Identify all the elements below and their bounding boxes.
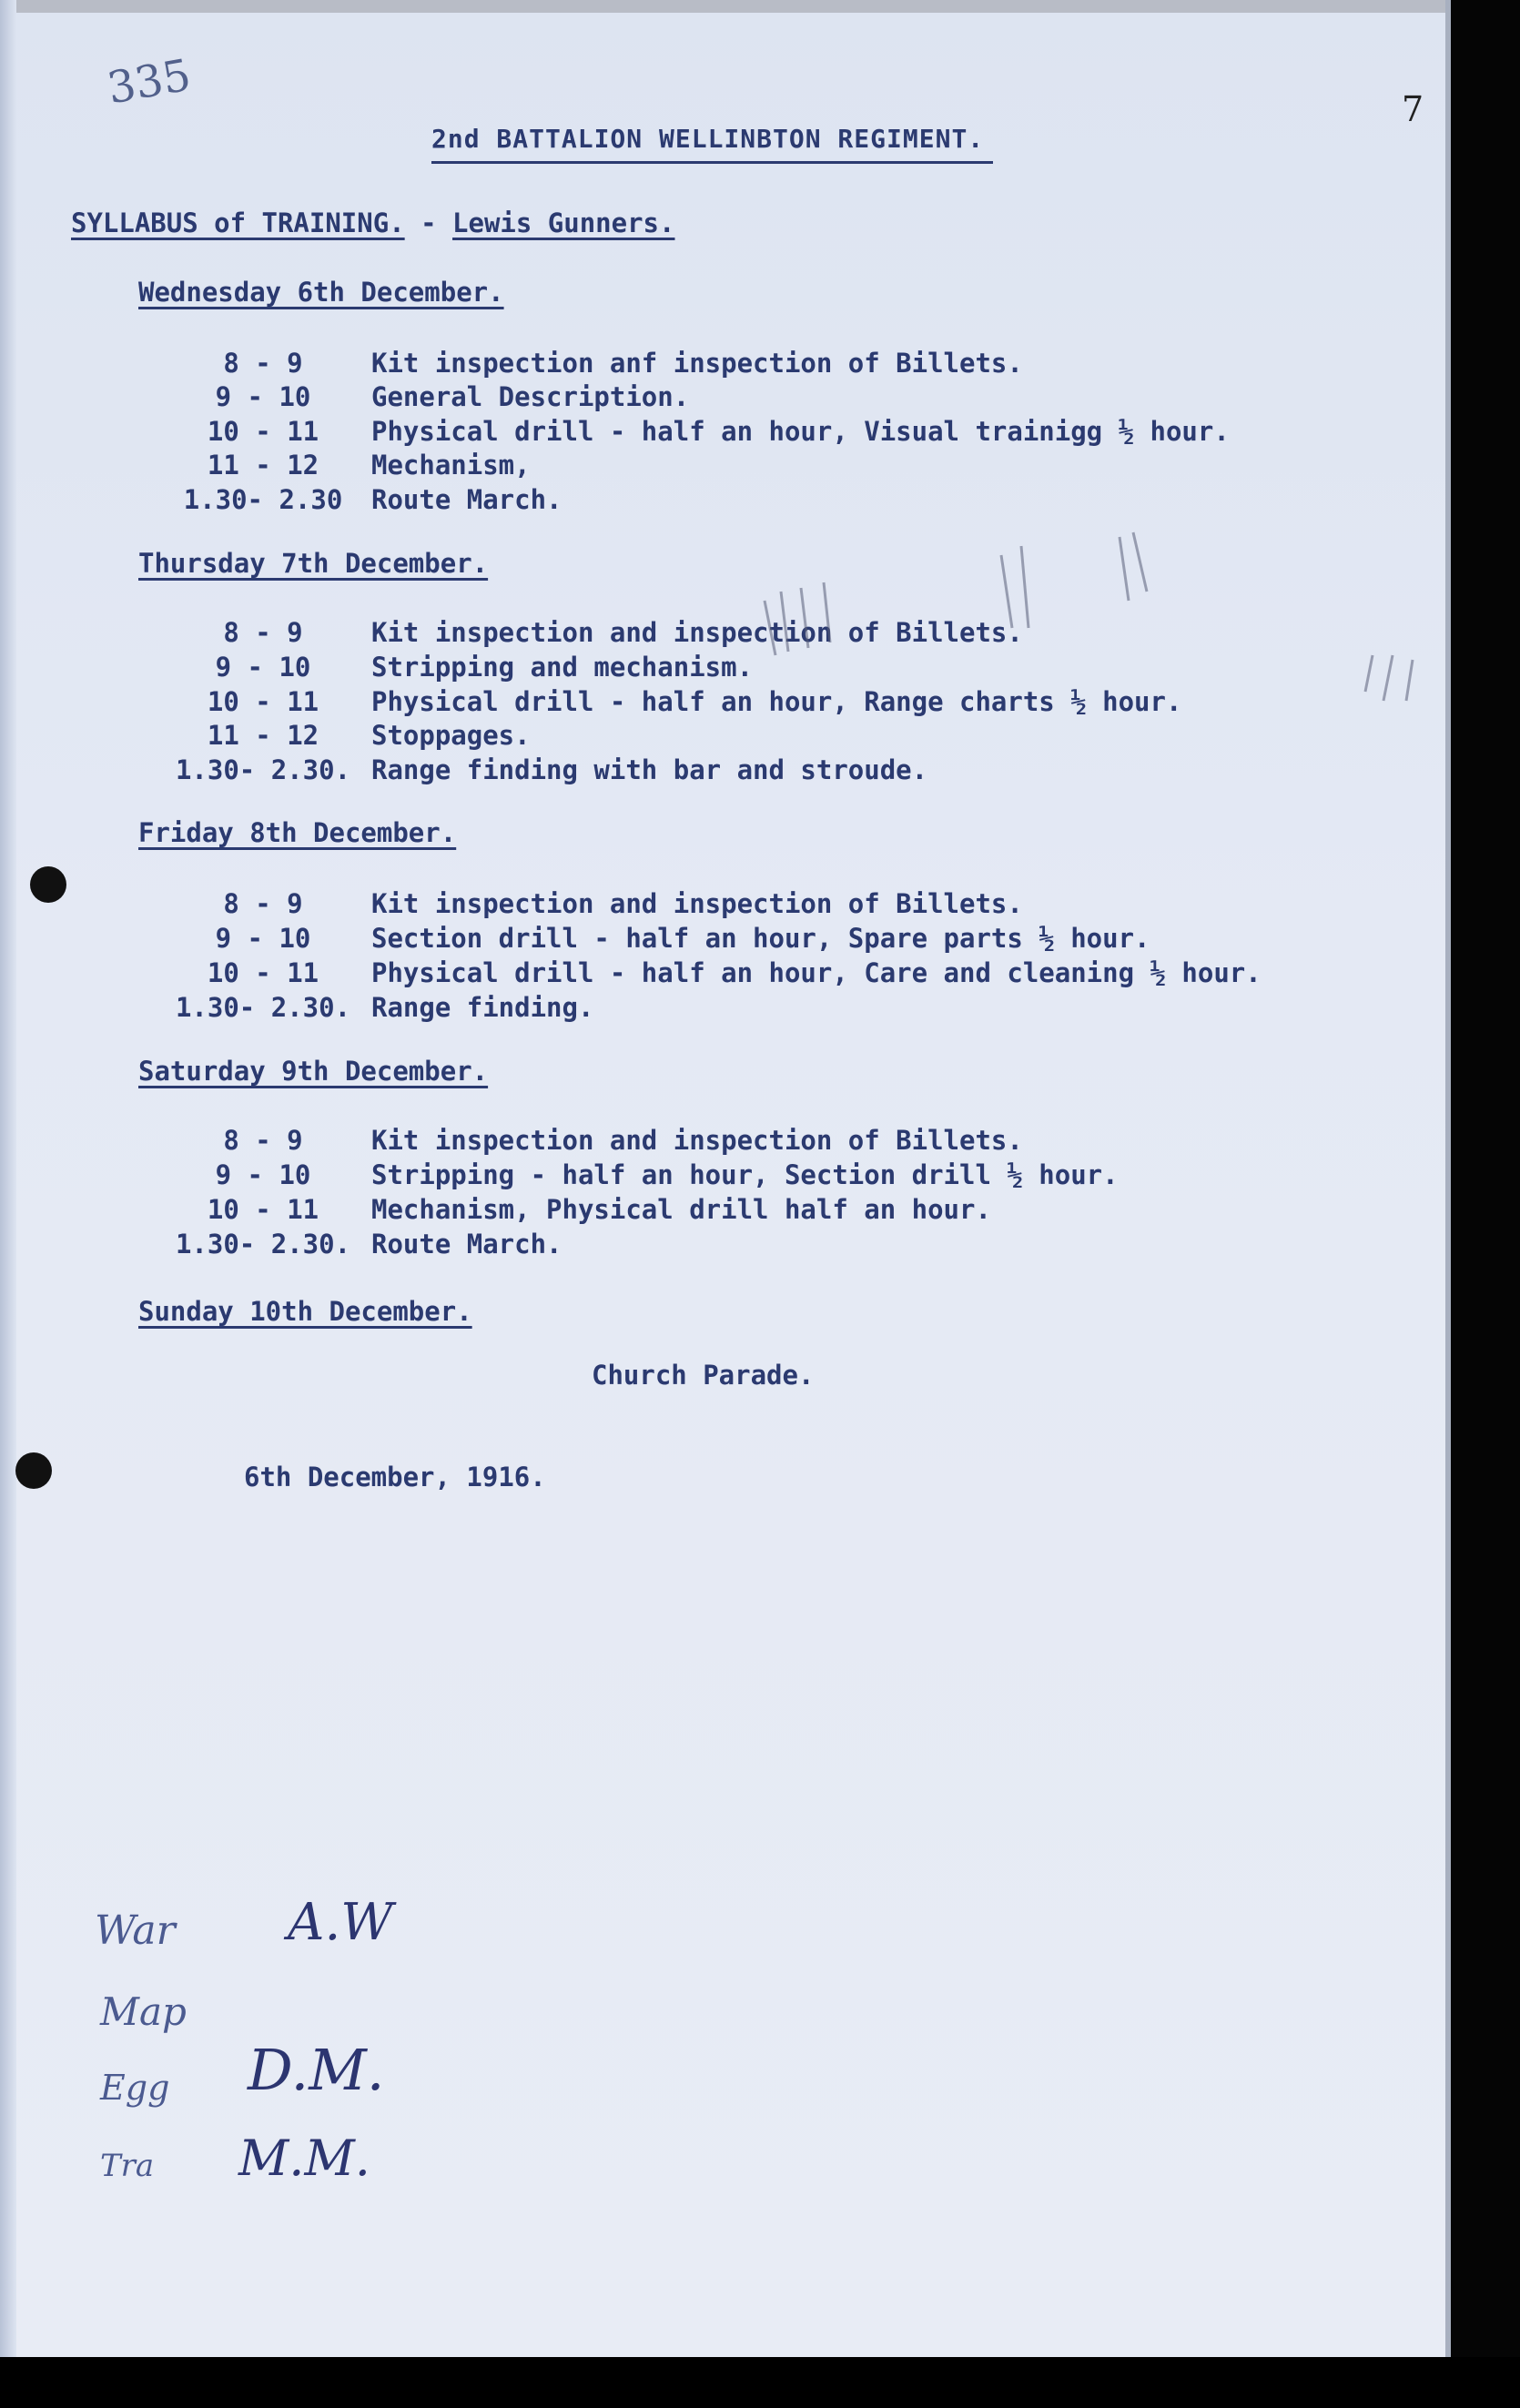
row-time: 1.30- 2.30. bbox=[175, 754, 351, 785]
row-time: 1.30- 2.30. bbox=[175, 1229, 351, 1260]
row-activity: Section drill - half an hour, Spare parts ½ hour. bbox=[371, 923, 1150, 954]
document-date: 6th December, 1916. bbox=[244, 1462, 546, 1492]
row-time: 10 - 11 bbox=[207, 686, 319, 717]
row-time: 10 - 11 bbox=[207, 416, 319, 447]
row-time: 10 - 11 bbox=[207, 1194, 319, 1225]
page-number: 7 bbox=[1402, 89, 1424, 129]
day-heading-friday: Friday 8th December. bbox=[138, 817, 457, 848]
row-activity: Range finding. bbox=[371, 992, 594, 1023]
row-time: 9 - 10 bbox=[215, 1159, 311, 1190]
initials-aw: A.W bbox=[288, 1893, 393, 1952]
row-time: 8 - 9 bbox=[223, 1125, 303, 1156]
row-activity: Physical drill - half an hour, Visual trainigg ½ hour. bbox=[371, 416, 1230, 447]
row-time: 9 - 10 bbox=[215, 652, 311, 683]
syllabus-title: SYLLABUS of TRAINING. bbox=[71, 207, 405, 238]
row-time: 9 - 10 bbox=[215, 381, 311, 412]
row-activity: Stripping - half an hour, Section drill ½ hour. bbox=[371, 1159, 1119, 1190]
row-time: 1.30- 2.30 bbox=[183, 484, 343, 515]
row-time: 8 - 9 bbox=[223, 888, 303, 919]
day-heading-thursday: Thursday 7th December. bbox=[138, 548, 489, 579]
initials-dm: D.M. bbox=[248, 2037, 385, 2103]
pencil-scribble bbox=[765, 532, 1413, 701]
annotation-war: War bbox=[95, 1907, 176, 1954]
row-activity: Kit inspection and inspection of Billets. bbox=[371, 1125, 1023, 1156]
scan-bottom-border bbox=[0, 2357, 1520, 2408]
row-time: 1.30- 2.30. bbox=[175, 992, 351, 1023]
row-time: 9 - 10 bbox=[215, 923, 311, 954]
row-activity: Kit inspection anf inspection of Billets. bbox=[371, 348, 1023, 379]
row-activity: Route March. bbox=[371, 1229, 562, 1260]
row-activity: Route March. bbox=[371, 484, 562, 515]
row-activity: Stoppages. bbox=[371, 720, 531, 751]
document-heading: 2nd BATTALION WELLINBTON REGIMENT. bbox=[431, 124, 993, 164]
annotation-egg: Egg bbox=[100, 2068, 170, 2108]
row-activity: General Description. bbox=[371, 381, 690, 412]
annotation-map: Map bbox=[100, 1989, 187, 2034]
day-heading-wednesday: Wednesday 6th December. bbox=[138, 277, 504, 308]
row-time: 8 - 9 bbox=[223, 348, 303, 379]
row-activity: Mechanism, bbox=[371, 450, 531, 481]
row-time: 11 - 12 bbox=[207, 450, 319, 481]
row-activity: Mechanism, Physical drill half an hour. bbox=[371, 1194, 991, 1225]
church-parade: Church Parade. bbox=[592, 1360, 815, 1391]
annotation-tra: Tra bbox=[100, 2148, 155, 2184]
row-activity: Physical drill - half an hour, Range charts ½ hour. bbox=[371, 686, 1182, 717]
syllabus-subject: Lewis Gunners. bbox=[452, 207, 675, 238]
row-activity: Kit inspection and inspection of Billets. bbox=[371, 617, 1023, 648]
scan-right-border bbox=[1451, 0, 1520, 2408]
day-heading-sunday: Sunday 10th December. bbox=[138, 1296, 472, 1327]
row-time: 11 - 12 bbox=[207, 720, 319, 751]
row-activity: Stripping and mechanism. bbox=[371, 652, 754, 683]
row-time: 8 - 9 bbox=[223, 617, 303, 648]
day-heading-saturday: Saturday 9th December. bbox=[138, 1056, 489, 1087]
initials-mm: M.M. bbox=[238, 2130, 370, 2187]
syllabus-separator: - bbox=[404, 207, 453, 238]
folio-stamp-number: 335 bbox=[103, 49, 195, 115]
row-activity: Kit inspection and inspection of Billets. bbox=[371, 888, 1023, 919]
row-time: 10 - 11 bbox=[207, 957, 319, 988]
row-activity: Physical drill - half an hour, Care and cleaning ½ hour. bbox=[371, 957, 1262, 988]
row-activity: Range finding with bar and stroude. bbox=[371, 754, 928, 785]
